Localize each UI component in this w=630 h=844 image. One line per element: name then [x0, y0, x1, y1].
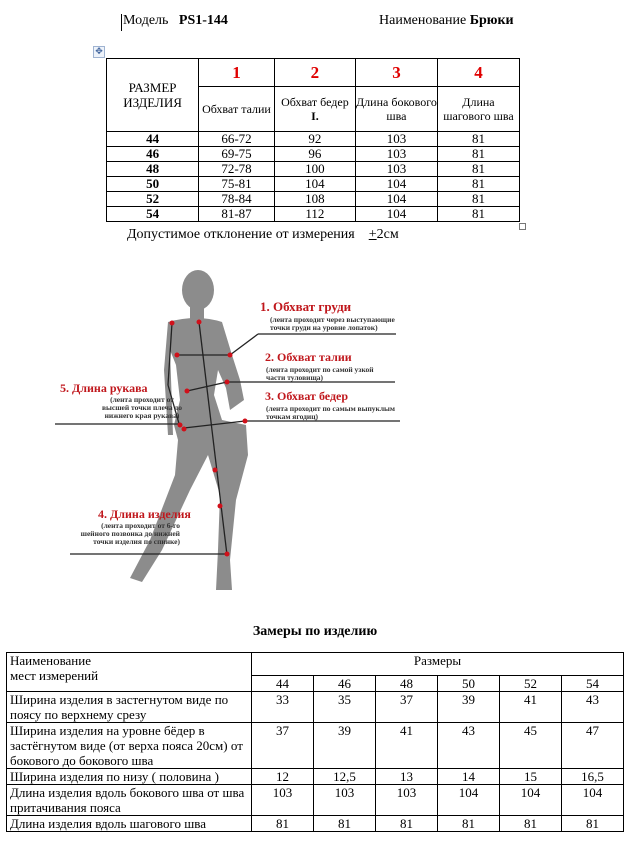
- measurements-table: [6, 652, 624, 832]
- label-hips: [265, 389, 395, 421]
- table-row: [107, 192, 520, 207]
- value-cell: 81: [500, 816, 562, 832]
- measurement-name: Длина изделия вдоль бокового шва от шва притачивания пояса: [7, 785, 252, 816]
- table-row: [7, 692, 624, 723]
- column-label-suffix: I.: [311, 109, 319, 123]
- label-garment-length: [81, 507, 192, 546]
- size-cell: 52: [107, 192, 199, 207]
- value-cell: 81: [437, 162, 519, 177]
- label-sub: точки изделия по спинке): [93, 537, 180, 546]
- value-cell: 81: [314, 816, 376, 832]
- value-cell: 103: [376, 785, 438, 816]
- model-line: [123, 13, 228, 29]
- value-cell: 81: [437, 207, 519, 222]
- value-cell: 81: [438, 816, 500, 832]
- column-label-hips: [274, 87, 355, 132]
- table-move-handle-icon[interactable]: ✥: [93, 46, 105, 58]
- name-header-line: мест измерений: [10, 668, 99, 683]
- label-sub: (лента проходит по самым выпуклым: [266, 404, 396, 413]
- table-row: [107, 207, 520, 222]
- value-cell: 108: [274, 192, 355, 207]
- value-cell: 81: [376, 816, 438, 832]
- tolerance-note: [127, 227, 399, 243]
- value-cell: 81: [252, 816, 314, 832]
- name-header-line: Наименование: [10, 653, 91, 668]
- value-cell: 81: [437, 192, 519, 207]
- measurement-name: Ширина изделия по низу ( половина ): [7, 769, 252, 785]
- value-cell: 33: [252, 692, 314, 723]
- value-cell: 103: [355, 147, 437, 162]
- value-cell: 81: [562, 816, 624, 832]
- value-cell: 104: [355, 192, 437, 207]
- value-cell: 16,5: [562, 769, 624, 785]
- column-number: 2: [274, 59, 355, 87]
- label-title: 5. Длина рукава: [60, 381, 148, 395]
- size-header-cell: 48: [376, 676, 438, 692]
- plus-minus-sign: +: [368, 227, 377, 242]
- label-sub: части туловища): [266, 373, 324, 382]
- value-cell: 37: [252, 723, 314, 769]
- size-header-cell: 54: [562, 676, 624, 692]
- table-row: [107, 147, 520, 162]
- value-cell: 35: [314, 692, 376, 723]
- name-header: [7, 653, 252, 692]
- value-cell: 104: [438, 785, 500, 816]
- label-title: 2. Обхват талии: [265, 350, 352, 364]
- label-sub: (лента проходит через выступающие: [270, 315, 395, 324]
- measurement-name: Ширина изделия на уровне бёдер в застёгнутом виде (от верха пояса 20см) от бокового до бокового шва: [7, 723, 252, 769]
- column-label: Обхват бедер: [281, 95, 349, 109]
- label-sub: (лента проходит от: [110, 395, 174, 404]
- table-row: [7, 785, 624, 816]
- tolerance-text: Допустимое отклонение от измерения: [127, 227, 355, 242]
- value-cell: 81: [437, 147, 519, 162]
- table-row: [107, 162, 520, 177]
- measurement-name: Ширина изделия в застегнутом виде по поясу по верхнему срезу: [7, 692, 252, 723]
- product-name-value: Брюки: [469, 13, 514, 28]
- value-cell: 81: [437, 177, 519, 192]
- label-sub: нижнего края рукава): [104, 411, 180, 420]
- label-sub: (лента проходит по самой узкой: [266, 365, 374, 374]
- size-header-cell: 50: [438, 676, 500, 692]
- model-label: Модель: [123, 13, 169, 28]
- size-cell: 46: [107, 147, 199, 162]
- measurement-figure: [40, 260, 420, 600]
- value-cell: 92: [274, 132, 355, 147]
- value-cell: 41: [376, 723, 438, 769]
- value-cell: 104: [355, 177, 437, 192]
- value-cell: 75-81: [199, 177, 275, 192]
- value-cell: 103: [314, 785, 376, 816]
- column-number: 1: [199, 59, 275, 87]
- value-cell: 14: [438, 769, 500, 785]
- value-cell: 12: [252, 769, 314, 785]
- label-title: 1. Обхват груди: [260, 299, 352, 314]
- size-table: [106, 58, 520, 222]
- label-sub: шейного позвонка до нижней: [80, 529, 180, 538]
- size-cell: 54: [107, 207, 199, 222]
- value-cell: 66-72: [199, 132, 275, 147]
- size-header: РАЗМЕР ИЗДЕЛИЯ: [107, 59, 199, 132]
- value-cell: 15: [500, 769, 562, 785]
- value-cell: 72-78: [199, 162, 275, 177]
- value-cell: 39: [314, 723, 376, 769]
- table-row: [107, 177, 520, 192]
- label-sub: высшей точки плеча до: [101, 403, 183, 412]
- value-cell: 43: [562, 692, 624, 723]
- value-cell: 69-75: [199, 147, 275, 162]
- value-cell: 37: [376, 692, 438, 723]
- value-cell: 41: [500, 692, 562, 723]
- value-cell: 96: [274, 147, 355, 162]
- value-cell: 104: [500, 785, 562, 816]
- value-cell: 103: [252, 785, 314, 816]
- size-header-cell: 52: [500, 676, 562, 692]
- value-cell: 43: [438, 723, 500, 769]
- table-row: [7, 723, 624, 769]
- value-cell: 104: [355, 207, 437, 222]
- value-cell: 81: [437, 132, 519, 147]
- value-cell: 100: [274, 162, 355, 177]
- table-row: [7, 816, 624, 832]
- label-sub: точкам ягодиц): [266, 412, 319, 421]
- value-cell: 112: [274, 207, 355, 222]
- column-label: Длина бокового шва: [355, 87, 437, 132]
- product-name-line: [379, 13, 514, 29]
- product-name-label: Наименование: [379, 13, 467, 28]
- label-sub: точки груди на уровне лопаток): [270, 323, 378, 332]
- value-cell: 103: [355, 162, 437, 177]
- value-cell: 12,5: [314, 769, 376, 785]
- value-cell: 104: [274, 177, 355, 192]
- model-value: PS1-144: [178, 13, 228, 28]
- size-cell: 44: [107, 132, 199, 147]
- value-cell: 13: [376, 769, 438, 785]
- value-cell: 103: [355, 132, 437, 147]
- size-cell: 48: [107, 162, 199, 177]
- table-row: [7, 769, 624, 785]
- measurements-title: Замеры по изделию: [252, 624, 378, 639]
- label-title: 4. Длина изделия: [98, 507, 191, 521]
- value-cell: 45: [500, 723, 562, 769]
- value-cell: 81-87: [199, 207, 275, 222]
- table-resize-handle[interactable]: [519, 223, 526, 230]
- text-cursor: [121, 14, 122, 31]
- value-cell: 47: [562, 723, 624, 769]
- column-number: 4: [437, 59, 519, 87]
- column-number: 3: [355, 59, 437, 87]
- sizes-header: Размеры: [252, 653, 624, 676]
- size-header-cell: 46: [314, 676, 376, 692]
- size-cell: 50: [107, 177, 199, 192]
- label-title: 3. Обхват бедер: [265, 389, 349, 403]
- column-label: Обхват талии: [199, 87, 275, 132]
- size-header-cell: 44: [252, 676, 314, 692]
- column-label: Длина шагового шва: [437, 87, 519, 132]
- measurement-name: Длина изделия вдоль шагового шва: [7, 816, 252, 832]
- label-waist: [265, 350, 374, 382]
- table-row: [107, 132, 520, 147]
- tolerance-value: 2см: [376, 227, 399, 242]
- value-cell: 78-84: [199, 192, 275, 207]
- label-sleeve-length: [60, 381, 182, 420]
- value-cell: 104: [562, 785, 624, 816]
- label-sub: (лента проходит от 6-го: [101, 521, 180, 530]
- value-cell: 39: [438, 692, 500, 723]
- label-chest: [260, 299, 395, 332]
